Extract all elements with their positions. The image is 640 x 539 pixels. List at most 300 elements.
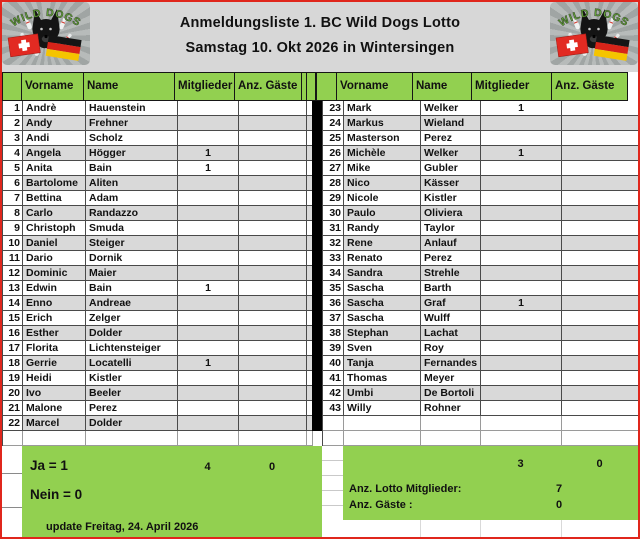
cell-name[interactable]: Fernandes	[421, 356, 481, 371]
signup-table-right	[322, 101, 639, 446]
cell-number[interactable]: 14	[3, 296, 23, 311]
cell-gaeste[interactable]	[239, 431, 307, 446]
cell-name[interactable]	[421, 431, 481, 446]
cell-gaeste[interactable]	[562, 101, 639, 116]
cell-name[interactable]: Frehner	[86, 116, 178, 131]
cell-gaeste[interactable]	[239, 266, 307, 281]
cell-name[interactable]	[86, 431, 178, 446]
cell-gaeste[interactable]	[239, 176, 307, 191]
cell-number[interactable]: 34	[323, 266, 344, 281]
cell-vorname[interactable]: Edwin	[23, 281, 86, 296]
cell-number[interactable]	[323, 431, 344, 446]
cell-vorname[interactable]: Tanja	[344, 356, 421, 371]
cell-name[interactable]: Locatelli	[86, 356, 178, 371]
header-separator-cell	[306, 72, 316, 101]
cell-mitglieder[interactable]	[481, 206, 562, 221]
header-vorname-left[interactable]: Vorname	[21, 72, 84, 101]
cell-number[interactable]: 31	[323, 221, 344, 236]
cell-vorname[interactable]: Malone	[23, 401, 86, 416]
cell-vorname[interactable]: Willy	[344, 401, 421, 416]
cell-vorname[interactable]: Esther	[23, 326, 86, 341]
cell-gaeste[interactable]	[239, 371, 307, 386]
cell-mitglieder[interactable]	[481, 356, 562, 371]
ja-legend[interactable]: Ja = 1	[30, 458, 68, 473]
title-band	[2, 2, 638, 72]
cell-number[interactable]: 19	[3, 371, 23, 386]
table-row	[3, 161, 313, 176]
cell-mitglieder[interactable]	[178, 101, 239, 116]
cell-vorname[interactable]: Sandra	[344, 266, 421, 281]
cell-name[interactable]: Beeler	[86, 386, 178, 401]
empty-row	[323, 416, 639, 431]
cell-name[interactable]: Scholz	[86, 131, 178, 146]
table-row	[323, 161, 639, 176]
cell-gaeste[interactable]	[562, 371, 639, 386]
table-row	[323, 356, 639, 371]
lotto-mitglieder-value[interactable]: 7	[555, 483, 563, 495]
cell-vorname[interactable]: Florita	[23, 341, 86, 356]
cell-vorname[interactable]: Masterson	[344, 131, 421, 146]
cell-name[interactable]: Andreae	[86, 296, 178, 311]
cell-name[interactable]: Adam	[86, 191, 178, 206]
table-row	[323, 296, 639, 311]
cell-mitglieder[interactable]	[481, 371, 562, 386]
cell-number[interactable]: 42	[323, 386, 344, 401]
cell-mitglieder[interactable]	[481, 221, 562, 236]
cell-number[interactable]: 7	[3, 191, 23, 206]
cell-name[interactable]: Hauenstein	[86, 101, 178, 116]
cell-gaeste[interactable]	[562, 416, 639, 431]
cell-mitglieder[interactable]: 1	[178, 161, 239, 176]
empty-row	[3, 431, 313, 446]
cell-vorname[interactable]: Stephan	[344, 326, 421, 341]
cell-number[interactable]: 17	[3, 341, 23, 356]
cell-vorname[interactable]: Nicole	[344, 191, 421, 206]
cell-mitglieder[interactable]	[481, 236, 562, 251]
cell-gaeste[interactable]	[239, 356, 307, 371]
cell-gaeste[interactable]	[239, 116, 307, 131]
cell-gaeste[interactable]	[239, 206, 307, 221]
cell-number[interactable]: 8	[3, 206, 23, 221]
cell-name[interactable]: Wieland	[421, 116, 481, 131]
cell-number[interactable]: 21	[3, 401, 23, 416]
gaeste-total-value[interactable]: 0	[555, 499, 563, 511]
table-row	[3, 386, 313, 401]
cell-vorname[interactable]	[23, 431, 86, 446]
cell-gaeste[interactable]	[562, 161, 639, 176]
cell-number[interactable]: 13	[3, 281, 23, 296]
cell-number[interactable]: 38	[323, 326, 344, 341]
cell-number[interactable]: 11	[3, 251, 23, 266]
signup-table-left	[2, 101, 313, 446]
cell-number[interactable]: 32	[323, 236, 344, 251]
cell-number[interactable]: 28	[323, 176, 344, 191]
cell-vorname[interactable]: Gerrie	[23, 356, 86, 371]
table-row	[3, 221, 313, 236]
cell-gaeste[interactable]	[239, 416, 307, 431]
left-gaeste-total[interactable]: 0	[268, 461, 276, 473]
cell-vorname[interactable]: Mike	[344, 161, 421, 176]
cell-mitglieder[interactable]	[481, 386, 562, 401]
table-row	[323, 371, 639, 386]
table-row	[323, 266, 639, 281]
cell-vorname[interactable]: Rene	[344, 236, 421, 251]
cell-vorname[interactable]	[344, 431, 421, 446]
cell-mitglieder[interactable]	[178, 401, 239, 416]
cell-gaeste[interactable]	[562, 221, 639, 236]
cell-mitglieder[interactable]	[178, 206, 239, 221]
cell-vorname[interactable]: Andi	[23, 131, 86, 146]
cell-mitglieder[interactable]	[481, 431, 562, 446]
cell-mitglieder[interactable]	[178, 341, 239, 356]
cell-vorname[interactable]: Michèle	[344, 146, 421, 161]
table-row	[323, 401, 639, 416]
cell-mitglieder[interactable]	[481, 161, 562, 176]
cell-number[interactable]: 23	[323, 101, 344, 116]
table-row	[323, 326, 639, 341]
wild-dogs-logo-left	[2, 2, 90, 65]
header-mitglieder-right[interactable]: Mitglieder	[471, 72, 552, 101]
cell-name[interactable]: Dornik	[86, 251, 178, 266]
cell-name[interactable]: Dolder	[86, 326, 178, 341]
cell-mitglieder[interactable]: 1	[481, 296, 562, 311]
cell-number[interactable]: 30	[323, 206, 344, 221]
cell-mitglieder[interactable]	[178, 251, 239, 266]
cell-vorname[interactable]: Dario	[23, 251, 86, 266]
cell-name[interactable]: Kässer	[421, 176, 481, 191]
cell-vorname[interactable]: Carlo	[23, 206, 86, 221]
cell-gaeste[interactable]	[562, 191, 639, 206]
table-row	[3, 281, 313, 296]
table-row	[323, 236, 639, 251]
cell-gaeste[interactable]	[562, 236, 639, 251]
table-row	[323, 116, 639, 131]
cell-gaeste[interactable]	[562, 206, 639, 221]
cell-vorname[interactable]: Mark	[344, 101, 421, 116]
cell-vorname[interactable]: Erich	[23, 311, 86, 326]
cell-mitglieder[interactable]: 1	[481, 101, 562, 116]
cell-name[interactable]: Oliviera	[421, 206, 481, 221]
left-mitglieder-total[interactable]: 4	[204, 461, 211, 473]
cell-name[interactable]: Roy	[421, 341, 481, 356]
cell-vorname[interactable]: Bartolome	[23, 176, 86, 191]
cell-name[interactable]: Barth	[421, 281, 481, 296]
cell-mitglieder[interactable]	[481, 131, 562, 146]
cell-number[interactable]: 36	[323, 296, 344, 311]
cell-number[interactable]: 29	[323, 191, 344, 206]
table-row	[3, 401, 313, 416]
cell-gaeste[interactable]	[239, 146, 307, 161]
table-row	[323, 251, 639, 266]
cell-vorname[interactable]: Andy	[23, 116, 86, 131]
cell-vorname[interactable]: Ivo	[23, 386, 86, 401]
cell-mitglieder[interactable]	[178, 176, 239, 191]
cell-name[interactable]: Graf	[421, 296, 481, 311]
cell-gaeste[interactable]	[239, 161, 307, 176]
cell-name[interactable]: Högger	[86, 146, 178, 161]
cell-mitglieder[interactable]	[481, 341, 562, 356]
cell-number[interactable]: 16	[3, 326, 23, 341]
cell-number[interactable]: 37	[323, 311, 344, 326]
cell-gaeste[interactable]	[562, 356, 639, 371]
cell-gaeste[interactable]	[562, 116, 639, 131]
table-row	[3, 416, 313, 431]
cell-vorname[interactable]: Sascha	[344, 311, 421, 326]
cell-mitglieder[interactable]	[178, 221, 239, 236]
table-row	[323, 101, 639, 116]
cell-gaeste[interactable]	[562, 266, 639, 281]
cell-vorname[interactable]: Daniel	[23, 236, 86, 251]
table-row	[323, 176, 639, 191]
cell-vorname[interactable]: Umbi	[344, 386, 421, 401]
cell-name[interactable]: Zelger	[86, 311, 178, 326]
cell-gaeste[interactable]	[239, 191, 307, 206]
cell-gaeste[interactable]	[239, 311, 307, 326]
cell-name[interactable]: Welker	[421, 101, 481, 116]
table-row	[3, 206, 313, 221]
cell-mitglieder[interactable]	[178, 191, 239, 206]
cell-gaeste[interactable]	[239, 236, 307, 251]
cell-name[interactable]: Taylor	[421, 221, 481, 236]
header-gaeste-left[interactable]: Anz. Gäste	[234, 72, 302, 101]
page-title: Anmeldungsliste 1. BC Wild Dogs Lotto	[179, 15, 461, 31]
cell-number[interactable]: 24	[323, 116, 344, 131]
cell-name[interactable]: Lachat	[421, 326, 481, 341]
table-row	[3, 251, 313, 266]
cell-name[interactable]: Bain	[86, 161, 178, 176]
cell-mitglieder[interactable]	[481, 416, 562, 431]
header-name-left[interactable]: Name	[83, 72, 175, 101]
header-mitglieder-left[interactable]: Mitglieder	[174, 72, 235, 101]
cell-vorname[interactable]: Enno	[23, 296, 86, 311]
cell-gaeste[interactable]	[239, 401, 307, 416]
column-header-row	[2, 72, 638, 101]
update-note: update Freitag, 24. April 2026	[46, 521, 199, 533]
cell-number[interactable]: 35	[323, 281, 344, 296]
cell-name[interactable]: Perez	[86, 401, 178, 416]
table-row	[323, 281, 639, 296]
page-subtitle: Samstag 10. Okt 2026 in Wintersingen	[185, 40, 455, 56]
cell-name[interactable]: Lichtensteiger	[86, 341, 178, 356]
cell-number[interactable]: 12	[3, 266, 23, 281]
table-row	[323, 311, 639, 326]
cell-mitglieder[interactable]	[481, 191, 562, 206]
cell-mitglieder[interactable]	[178, 371, 239, 386]
cell-mitglieder[interactable]	[178, 116, 239, 131]
cell-name[interactable]: Gubler	[421, 161, 481, 176]
cell-name[interactable]: Wulff	[421, 311, 481, 326]
cell-number[interactable]: 39	[323, 341, 344, 356]
cell-number[interactable]: 2	[3, 116, 23, 131]
cell-name[interactable]: Smuda	[86, 221, 178, 236]
table-row	[323, 146, 639, 161]
summary-block-left	[22, 446, 322, 537]
cell-vorname[interactable]: Randy	[344, 221, 421, 236]
cell-gaeste[interactable]	[562, 146, 639, 161]
nein-legend[interactable]: Nein = 0	[30, 487, 83, 502]
cell-name[interactable]: Bain	[86, 281, 178, 296]
cell-gaeste[interactable]	[562, 326, 639, 341]
cell-mitglieder[interactable]	[481, 281, 562, 296]
cell-name[interactable]: Perez	[421, 131, 481, 146]
cell-name[interactable]: Anlauf	[421, 236, 481, 251]
cell-name[interactable]: Randazzo	[86, 206, 178, 221]
cell-name[interactable]: Perez	[421, 251, 481, 266]
cell-vorname[interactable]: Renato	[344, 251, 421, 266]
cell-number[interactable]: 10	[3, 236, 23, 251]
cell-mitglieder[interactable]: 1	[178, 281, 239, 296]
cell-number[interactable]: 25	[323, 131, 344, 146]
cell-name[interactable]: Maier	[86, 266, 178, 281]
cell-name[interactable]: Aliten	[86, 176, 178, 191]
cell-vorname[interactable]: Sven	[344, 341, 421, 356]
cell-gaeste[interactable]	[239, 296, 307, 311]
cell-gaeste[interactable]	[239, 221, 307, 236]
cell-number[interactable]: 4	[3, 146, 23, 161]
cell-mitglieder[interactable]	[481, 266, 562, 281]
cell-number[interactable]: 40	[323, 356, 344, 371]
cell-mitglieder[interactable]: 1	[481, 146, 562, 161]
cell-vorname[interactable]: Sascha	[344, 296, 421, 311]
cell-name[interactable]: Kistler	[86, 371, 178, 386]
cell-number[interactable]: 6	[3, 176, 23, 191]
cell-mitglieder[interactable]	[481, 326, 562, 341]
cell-vorname[interactable]: Angela	[23, 146, 86, 161]
table-row	[3, 101, 313, 116]
summary-block-right	[343, 446, 638, 520]
header-name-right[interactable]: Name	[412, 72, 472, 101]
cell-number[interactable]: 26	[323, 146, 344, 161]
cell-gaeste[interactable]	[239, 326, 307, 341]
cell-mitglieder[interactable]	[481, 311, 562, 326]
cell-vorname[interactable]: Heidi	[23, 371, 86, 386]
cell-number[interactable]	[323, 416, 344, 431]
cell-number[interactable]: 41	[323, 371, 344, 386]
cell-gaeste[interactable]	[562, 431, 639, 446]
cell-number[interactable]: 22	[3, 416, 23, 431]
table-row	[3, 131, 313, 146]
cell-name[interactable]: Welker	[421, 146, 481, 161]
cell-vorname[interactable]: Anita	[23, 161, 86, 176]
cell-vorname[interactable]: Dominic	[23, 266, 86, 281]
cell-gaeste[interactable]	[239, 251, 307, 266]
cell-gaeste[interactable]	[562, 401, 639, 416]
cell-gaeste[interactable]	[562, 131, 639, 146]
cell-mitglieder[interactable]	[178, 236, 239, 251]
cell-vorname[interactable]: Sascha	[344, 281, 421, 296]
cell-gaeste[interactable]	[239, 131, 307, 146]
header-vorname-right[interactable]: Vorname	[336, 72, 413, 101]
cell-number[interactable]: 27	[323, 161, 344, 176]
cell-number[interactable]: 15	[3, 311, 23, 326]
cell-name[interactable]: Meyer	[421, 371, 481, 386]
cell-number[interactable]: 3	[3, 131, 23, 146]
header-cell-empty[interactable]	[2, 72, 22, 101]
empty-row	[323, 431, 639, 446]
wild-dogs-logo	[2, 2, 90, 65]
cell-gaeste[interactable]	[562, 251, 639, 266]
cell-vorname[interactable]	[344, 416, 421, 431]
cell-name[interactable]: Rohner	[421, 401, 481, 416]
cell-mitglieder[interactable]	[481, 401, 562, 416]
cell-mitglieder[interactable]	[178, 416, 239, 431]
cell-gaeste[interactable]	[562, 386, 639, 401]
cell-mitglieder[interactable]	[481, 251, 562, 266]
cell-number[interactable]: 9	[3, 221, 23, 236]
cell-gaeste[interactable]	[239, 101, 307, 116]
cell-pad	[307, 431, 313, 446]
cell-mitglieder[interactable]	[178, 386, 239, 401]
table-row	[3, 236, 313, 251]
table-row	[323, 221, 639, 236]
cell-mitglieder[interactable]	[178, 266, 239, 281]
cell-mitglieder[interactable]	[178, 326, 239, 341]
cell-name[interactable]	[421, 416, 481, 431]
cell-gaeste[interactable]	[239, 386, 307, 401]
cell-mitglieder[interactable]	[178, 311, 239, 326]
cell-number[interactable]: 20	[3, 386, 23, 401]
cell-mitglieder[interactable]: 1	[178, 356, 239, 371]
cell-name[interactable]: Kistler	[421, 191, 481, 206]
cell-number[interactable]: 33	[323, 251, 344, 266]
cell-name[interactable]: Dolder	[86, 416, 178, 431]
cell-gaeste[interactable]	[562, 281, 639, 296]
cell-vorname[interactable]: Markus	[344, 116, 421, 131]
cell-gaeste[interactable]	[562, 311, 639, 326]
table-row	[3, 326, 313, 341]
cell-vorname[interactable]: Marcel	[23, 416, 86, 431]
cell-number[interactable]: 18	[3, 356, 23, 371]
right-gaeste-total[interactable]: 0	[596, 458, 603, 470]
cell-number[interactable]: 1	[3, 101, 23, 116]
number-column-continuation-right	[322, 446, 344, 520]
table-row	[323, 386, 639, 401]
cell-mitglieder[interactable]	[481, 116, 562, 131]
cell-vorname[interactable]: Andrè	[23, 101, 86, 116]
cell-gaeste[interactable]	[562, 176, 639, 191]
cell-vorname[interactable]: Christoph	[23, 221, 86, 236]
cell-mitglieder[interactable]	[178, 296, 239, 311]
header-gaeste-right[interactable]: Anz. Gäste	[551, 72, 628, 101]
cell-vorname[interactable]: Bettina	[23, 191, 86, 206]
table-row	[3, 191, 313, 206]
cell-gaeste[interactable]	[239, 281, 307, 296]
cell-vorname[interactable]: Nico	[344, 176, 421, 191]
table-row	[3, 266, 313, 281]
cell-vorname[interactable]: Thomas	[344, 371, 421, 386]
cell-gaeste[interactable]	[562, 341, 639, 356]
cell-vorname[interactable]: Paulo	[344, 206, 421, 221]
cell-number[interactable]: 5	[3, 161, 23, 176]
table-row	[3, 116, 313, 131]
cell-name[interactable]: Strehle	[421, 266, 481, 281]
right-mitglieder-total[interactable]: 3	[517, 458, 524, 470]
cell-mitglieder[interactable]	[178, 431, 239, 446]
cell-number[interactable]	[3, 431, 23, 446]
table-row	[323, 191, 639, 206]
cell-mitglieder[interactable]: 1	[178, 146, 239, 161]
cell-name[interactable]: Steiger	[86, 236, 178, 251]
cell-mitglieder[interactable]	[481, 176, 562, 191]
cell-gaeste[interactable]	[562, 296, 639, 311]
header-cell-empty[interactable]	[316, 72, 337, 101]
cell-number[interactable]: 43	[323, 401, 344, 416]
cell-mitglieder[interactable]	[178, 131, 239, 146]
lotto-mitglieder-label: Anz. Lotto Mitglieder:	[349, 483, 462, 495]
wild-dogs-logo-right	[550, 2, 638, 65]
cell-gaeste[interactable]	[239, 341, 307, 356]
cell-name[interactable]: De Bortoli	[421, 386, 481, 401]
